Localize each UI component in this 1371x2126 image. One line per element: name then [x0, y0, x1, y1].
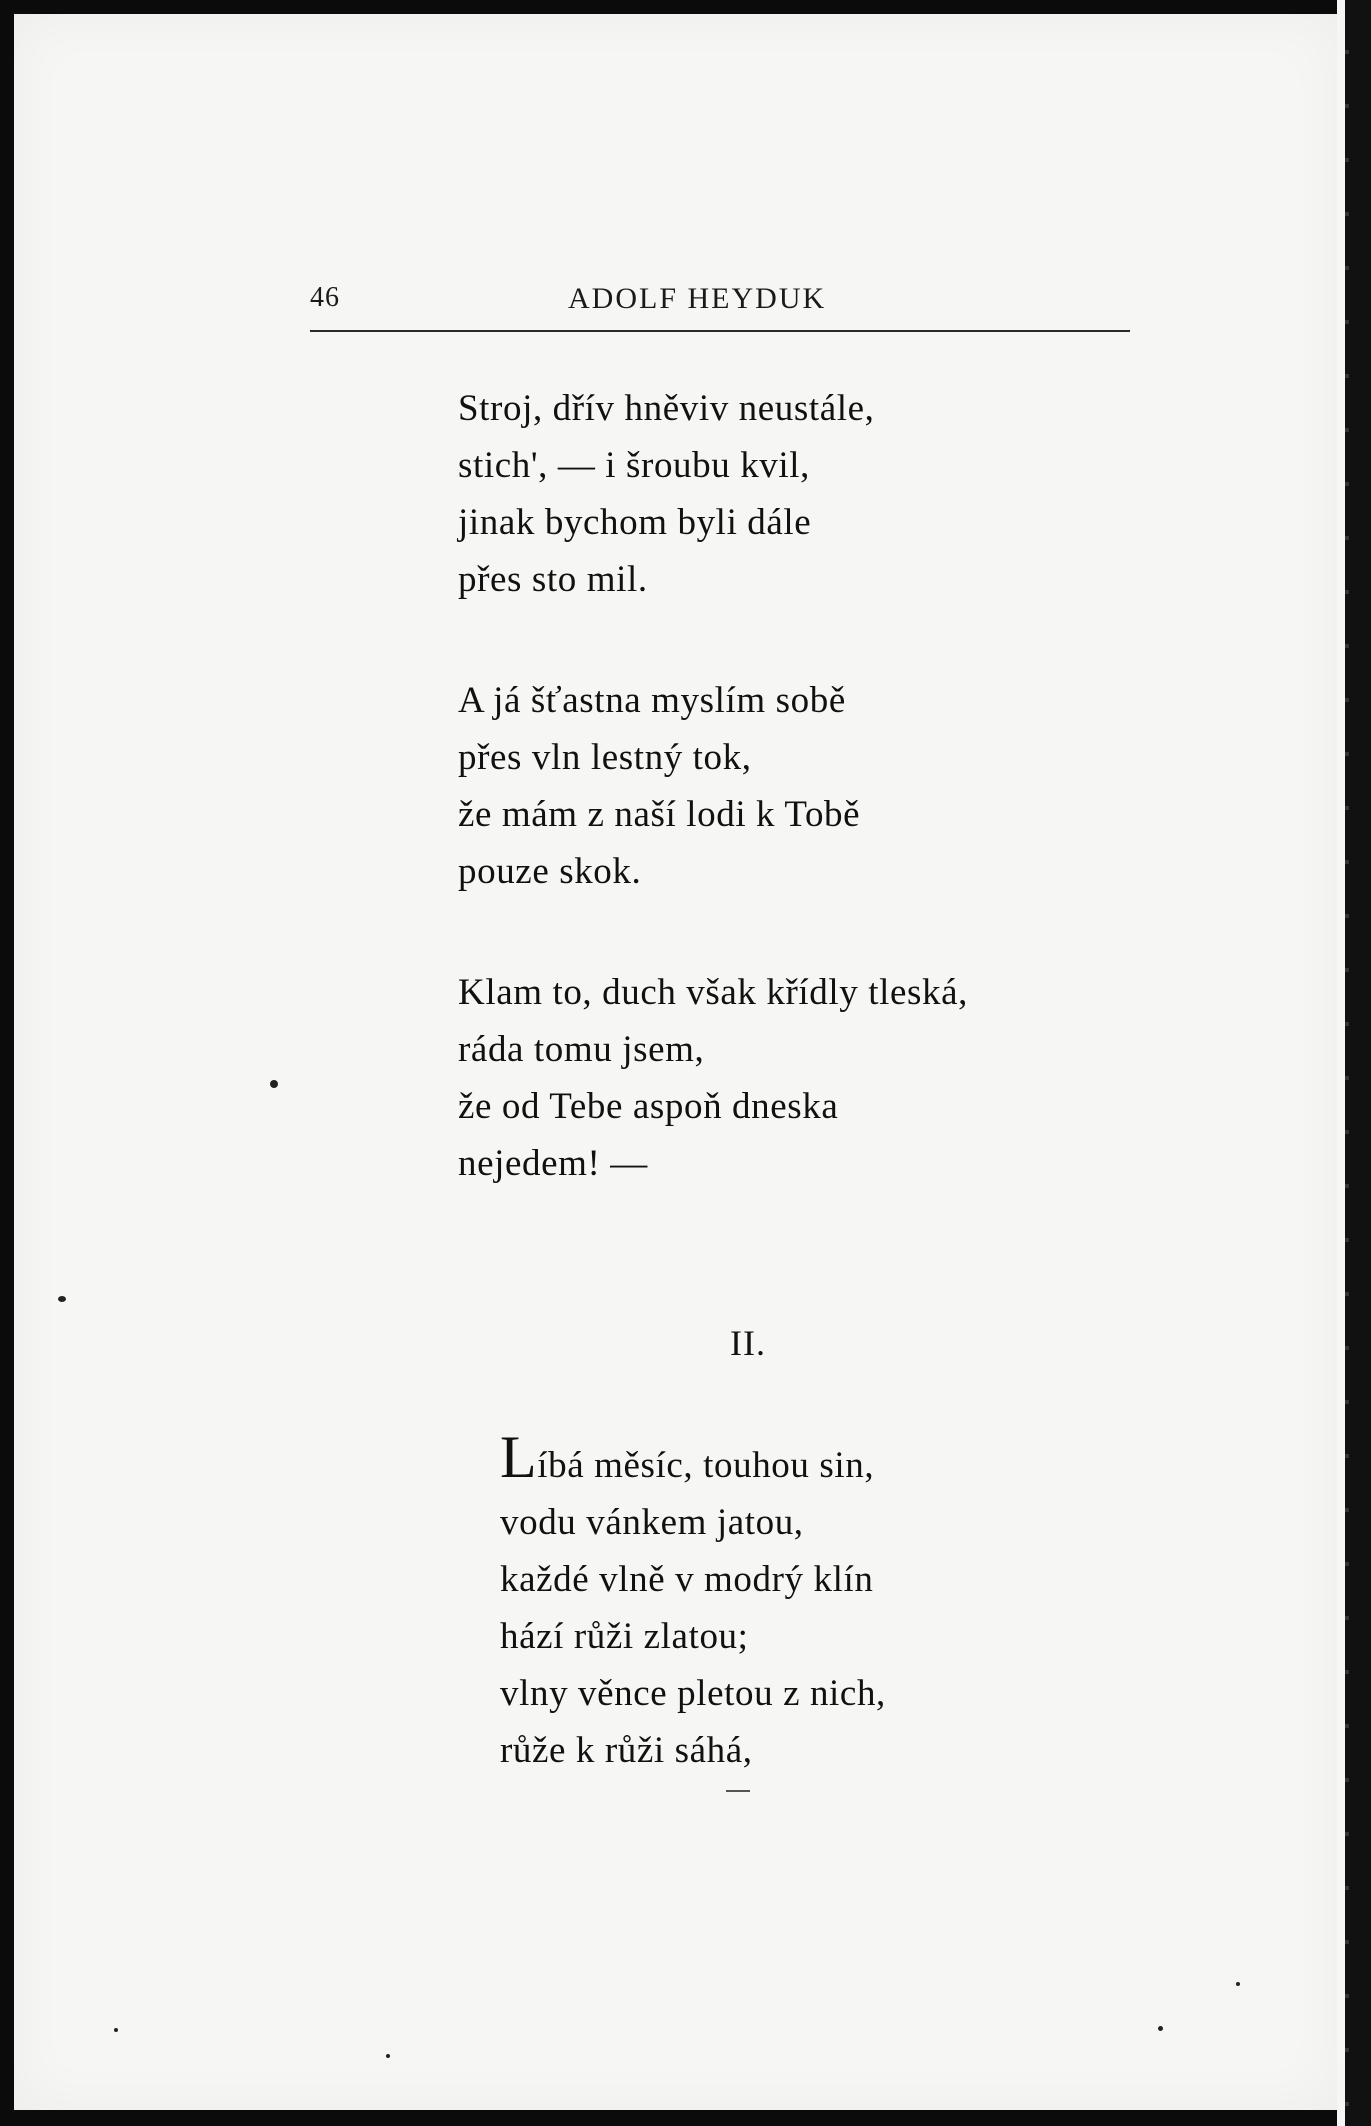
verse-line: Stroj, dřív hněviv neustále,: [458, 388, 875, 429]
verse-line: přes sto mil.: [458, 559, 648, 600]
verse-line: ráda tomu jsem,: [458, 1029, 705, 1070]
verse-line: jinak bychom byli dále: [458, 502, 812, 543]
ink-speck: [1158, 2026, 1163, 2031]
stanza: [500, 1424, 886, 1779]
verse-line: nejedem! —: [458, 1143, 648, 1184]
page-number: 46: [310, 282, 340, 313]
running-title: ADOLF HEYDUK: [568, 282, 827, 315]
verse-line: růže k růži sáhá,: [500, 1730, 753, 1771]
verse-line: Klam to, duch však křídly tleská,: [458, 972, 968, 1013]
ink-speck: [386, 2054, 390, 2058]
verse-line: každé vlně v modrý klín: [500, 1559, 874, 1600]
verse-line: stich', — i šroubu kvil,: [458, 445, 811, 486]
ink-speck: [114, 2028, 118, 2032]
drop-cap: L: [500, 1424, 538, 1490]
verse-line: vlny věnce pletou z nich,: [500, 1673, 886, 1714]
header-rule: [310, 330, 1130, 332]
verse-line: přes vln lestný tok,: [458, 737, 752, 778]
book-spine-edge: [1337, 0, 1371, 2126]
verse-line: že od Tebe aspoň dneska: [458, 1086, 839, 1127]
verse-line: hází růži zlatou;: [500, 1616, 749, 1657]
running-header: [310, 282, 1130, 322]
verse-line-text: íbá měsíc, touhou sin,: [537, 1445, 875, 1486]
stanza: [458, 964, 968, 1192]
ink-speck: [1236, 1982, 1240, 1986]
stanza: [458, 672, 860, 900]
verse-line: že mám z naší lodi k Tobě: [458, 794, 861, 835]
ink-speck: [270, 1080, 278, 1088]
verse-line: pouze skok.: [458, 851, 642, 892]
verse-line: [500, 1424, 886, 1494]
section-heading: II.: [730, 1323, 766, 1363]
ink-speck: [58, 1296, 66, 1302]
stanza: [458, 380, 875, 608]
catchword-mark: [726, 1790, 750, 1792]
verse-line: A já šťastna myslím sobě: [458, 680, 846, 721]
verse-line: vodu vánkem jatou,: [500, 1502, 804, 1543]
